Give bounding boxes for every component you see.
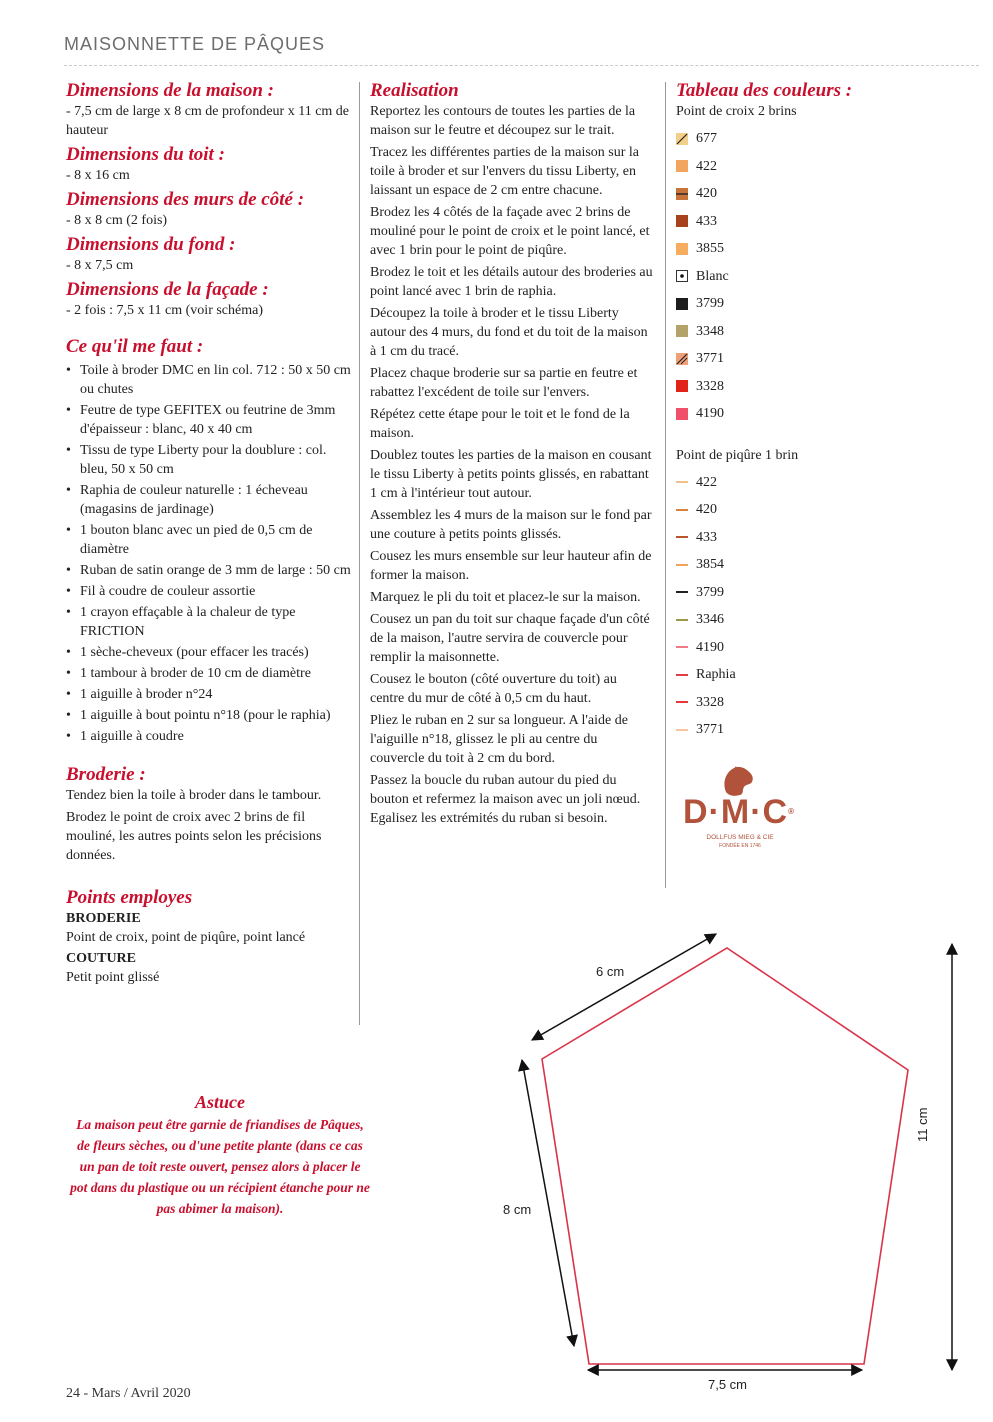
stitch-line-swatch: [676, 619, 688, 621]
realisation-paragraph: Brodez le toit et les détails autour des broderies au point lancé avec 1 brin de raphia.: [370, 265, 653, 299]
material-item: • 1 aiguille à bout pointu n°18 (pour le raphia): [66, 706, 351, 725]
back-stitch-code: 3771: [696, 722, 724, 738]
cross-stitch-row: [676, 180, 906, 208]
broderie-text-2: Brodez le point de croix avec 2 brins de fil mouliné, les autres points selon les précisions données.: [66, 810, 322, 863]
back-stitch-list: [676, 469, 906, 744]
realisation-paragraph: Répétez cette étape pour le toit et le fond de la maison.: [370, 407, 630, 441]
color-swatch: [676, 215, 688, 227]
stitch-line-swatch: [676, 674, 688, 676]
stitch-line-swatch: [676, 591, 688, 593]
cross-stitch-row: [676, 345, 906, 373]
column-middle: [370, 80, 653, 831]
material-item: • Fil à coudre de couleur assortie: [66, 582, 351, 601]
cross-stitch-row: [676, 318, 906, 346]
back-stitch-code: 3799: [696, 584, 724, 600]
material-item: • Raphia de couleur naturelle : 1 écheveau (magasins de jardinage): [66, 481, 351, 519]
label-8cm: 8 cm: [503, 1202, 532, 1217]
cross-stitch-code: 3799: [696, 296, 724, 312]
material-item: • 1 aiguille à broder n°24: [66, 685, 351, 704]
back-stitch-code: 433: [696, 529, 717, 545]
realisation-paragraph: Placez chaque broderie sur sa partie en feutre et rabattez l'excédent de toile sur l'envers.: [370, 366, 638, 400]
cross-stitch-code: 4190: [696, 406, 724, 422]
material-item: • 1 tambour à broder de 10 cm de diamètre: [66, 664, 351, 683]
stitch-line-swatch: [676, 564, 688, 566]
materials-list: [66, 361, 351, 746]
back-stitch-row: [676, 634, 906, 662]
material-item: • Feutre de type GEFITEX ou feutrine de 3mm d'épaisseur : blanc, 40 x 40 cm: [66, 401, 351, 439]
cross-stitch-code: 422: [696, 158, 717, 174]
label-11cm: 11 cm: [915, 1107, 930, 1142]
facade-diagram: [490, 920, 970, 1400]
column-right: [676, 80, 906, 744]
realisation-paragraph: Passez la boucle du ruban autour du pied du bouton et refermez la maison avec un joli nœud. Egalisez les extrémités du ruban si besoin.: [370, 773, 641, 826]
column-divider-1: [359, 82, 360, 1025]
back-stitch-row: [676, 524, 906, 552]
color-swatch: [676, 408, 688, 420]
color-swatch: [676, 188, 688, 200]
dimensions-maison-text: - 7,5 cm de large x 8 cm de profondeur x 11 cm de hauteur: [66, 104, 350, 138]
realisation-title: Realisation: [370, 80, 459, 101]
stitch-line-swatch: [676, 536, 688, 538]
materials-title: Ce qu'il me faut :: [66, 336, 204, 357]
dimensions-facade-title: Dimensions de la façade :: [66, 279, 269, 300]
realisation-paragraph: Brodez les 4 côtés de la façade avec 2 brins de mouliné pour le point de croix et le point lancé, et avec 1 brin pour le point de piqûre.: [370, 205, 650, 258]
color-swatch: [676, 380, 688, 392]
dimensions-facade-text: - 2 fois : 7,5 x 11 cm (voir schéma): [66, 303, 263, 318]
cross-stitch-code: 3771: [696, 351, 724, 367]
back-stitch-row: [676, 496, 906, 524]
cross-stitch-code: 420: [696, 186, 717, 202]
dimensions-murs-text: - 8 x 8 cm (2 fois): [66, 213, 168, 228]
back-stitch-row: [676, 606, 906, 634]
cross-stitch-list: [676, 125, 906, 428]
points-title: Points employes: [66, 887, 193, 908]
cross-stitch-code: Blanc: [696, 268, 729, 284]
stitch-line-swatch: [676, 509, 688, 511]
dmc-registered-mark: ®: [788, 807, 795, 816]
colors-title: Tableau des couleurs :: [676, 80, 853, 101]
points-broderie-label: BRODERIE: [66, 911, 141, 926]
back-stitch-code: 420: [696, 502, 717, 518]
label-7-5cm: 7,5 cm: [708, 1377, 748, 1392]
tip-text: La maison peut être garnie de friandises de Pâques, de fleurs sèches, ou d'une petite plante (dans ce cas un pan de toit reste ouvert, pensez alors à placer le pot dans du plastique ou un récipient étanche pour ne pas abimer la maison).: [70, 1117, 370, 1216]
color-swatch: [676, 353, 688, 365]
tip-title: Astuce: [194, 1092, 245, 1112]
color-swatch: [676, 133, 688, 145]
back-stitch-row: [676, 469, 906, 497]
points-broderie-text: Point de croix, point de piqûre, point lancé: [66, 930, 306, 945]
realisation-paragraph: Assemblez les 4 murs de la maison sur le fond par une couture à petits points glissés.: [370, 508, 652, 542]
dmc-logo-founded: FONDÉE EN 1746: [719, 843, 761, 849]
realisation-paragraph: Reportez les contours de toutes les parties de la maison sur le feutre et découpez sur le trait.: [370, 104, 636, 138]
cross-stitch-row: [676, 235, 906, 263]
label-6cm: 6 cm: [596, 964, 625, 979]
color-swatch: [676, 270, 688, 282]
cross-stitch-row: [676, 373, 906, 401]
cross-stitch-code: 677: [696, 131, 717, 147]
realisation-paragraph: Tracez les différentes parties de la maison sur la toile à broder et sur l'envers du tissu Liberty, en laissant un espace de 2 cm entre chacune.: [370, 145, 640, 198]
material-item: • 1 crayon effaçable à la chaleur de type FRICTION: [66, 603, 351, 641]
realisation-paragraph: Pliez le ruban en 2 sur sa longueur. A l'aide de l'aiguille n°18, glissez le pli au centre du couvercle du toit à 2 cm du bord.: [370, 713, 628, 766]
cross-stitch-code: 433: [696, 213, 717, 229]
dimensions-section: [66, 80, 351, 320]
back-stitch-code: 3346: [696, 612, 724, 628]
material-item: • 1 aiguille à coudre: [66, 727, 351, 746]
column-divider-2: [665, 82, 666, 888]
back-stitch-row: [676, 716, 906, 744]
tip-box: [70, 1090, 370, 1219]
broderie-title: Broderie :: [66, 764, 146, 785]
color-swatch: [676, 325, 688, 337]
color-swatch: [676, 243, 688, 255]
points-couture-label: COUTURE: [66, 951, 137, 966]
points-couture-text: Petit point glissé: [66, 970, 160, 985]
cross-stitch-code: 3348: [696, 323, 724, 339]
back-stitch-row: [676, 661, 906, 689]
column-left: [66, 80, 351, 987]
realisation-paragraph: Découpez la toile à broder et le tissu Liberty autour des 4 murs, du fond et du toit de la maison à 1 cm du tracé.: [370, 306, 648, 359]
cross-stitch-code: 3855: [696, 241, 724, 257]
material-item: • 1 sèche-cheveux (pour effacer les tracés): [66, 643, 351, 662]
dmc-logo: [670, 764, 810, 854]
stitch-line-swatch: [676, 701, 688, 703]
realisation-paragraph: Cousez les murs ensemble sur leur hauteur afin de former la maison.: [370, 549, 652, 583]
broderie-text-1: Tendez bien la toile à broder dans le tambour.: [66, 788, 322, 803]
realisation-paragraph: Cousez le bouton (côté ouverture du toit) au centre du mur de côté à 0,5 cm du haut.: [370, 672, 617, 706]
color-swatch: [676, 160, 688, 172]
stitch-line-swatch: [676, 646, 688, 648]
back-stitch-code: Raphia: [696, 667, 736, 683]
material-item: • Tissu de type Liberty pour la doublure : col. bleu, 50 x 50 cm: [66, 441, 351, 479]
back-stitch-row: [676, 689, 906, 717]
back-stitch-code: 4190: [696, 639, 724, 655]
stitch-line-swatch: [676, 729, 688, 731]
dimensions-fond-text: - 8 x 7,5 cm: [66, 258, 134, 273]
back-stitch-code: 3854: [696, 557, 724, 573]
realisation-body: [370, 102, 653, 828]
back-stitch-title: Point de piqûre 1 brin: [676, 447, 799, 463]
dimensions-toit-text: - 8 x 16 cm: [66, 168, 130, 183]
cross-stitch-code: 3328: [696, 378, 724, 394]
color-swatch: [676, 298, 688, 310]
dmc-logo-text: D·M·C: [683, 793, 789, 831]
dimensions-maison-title: Dimensions de la maison :: [66, 80, 274, 101]
back-stitch-row: [676, 579, 906, 607]
realisation-paragraph: Cousez un pan du toit sur chaque façade d'un côté de la maison, l'autre servira de couvercle pour remplir la maisonnette.: [370, 612, 650, 665]
dimensions-toit-title: Dimensions du toit :: [66, 144, 225, 165]
header-divider: [64, 65, 979, 66]
material-item: • 1 bouton blanc avec un pied de 0,5 cm de diamètre: [66, 521, 351, 559]
dimensions-murs-title: Dimensions des murs de côté :: [66, 189, 305, 210]
cross-stitch-row: [676, 153, 906, 181]
back-stitch-row: [676, 551, 906, 579]
cross-stitch-row: [676, 290, 906, 318]
realisation-paragraph: Marquez le pli du toit et placez-le sur la maison.: [370, 590, 641, 605]
cross-stitch-row: [676, 263, 906, 291]
cross-stitch-row: [676, 400, 906, 428]
back-stitch-code: 3328: [696, 694, 724, 710]
cross-stitch-title: Point de croix 2 brins: [676, 104, 797, 119]
dmc-logo-subtitle: DOLLFUS MIEG & CIE: [706, 834, 774, 841]
page-header-title: MAISONNETTE DE PÂQUES: [64, 34, 326, 54]
arrow-6cm: [532, 934, 716, 1040]
facade-outline: [542, 948, 908, 1364]
page-footer: 24 - Mars / Avril 2020: [66, 1386, 191, 1401]
material-item: • Toile à broder DMC en lin col. 712 : 50 x 50 cm ou chutes: [66, 361, 351, 399]
material-item: • Ruban de satin orange de 3 mm de large : 50 cm: [66, 561, 351, 580]
cross-stitch-row: [676, 125, 906, 153]
cross-stitch-row: [676, 208, 906, 236]
back-stitch-code: 422: [696, 474, 717, 490]
dimensions-fond-title: Dimensions du fond :: [66, 234, 236, 255]
realisation-paragraph: Doublez toutes les parties de la maison en cousant le tissu Liberty à petits points glissés, en rabattant 1 cm à l'intérieur tout autour.: [370, 448, 652, 501]
stitch-line-swatch: [676, 481, 688, 483]
